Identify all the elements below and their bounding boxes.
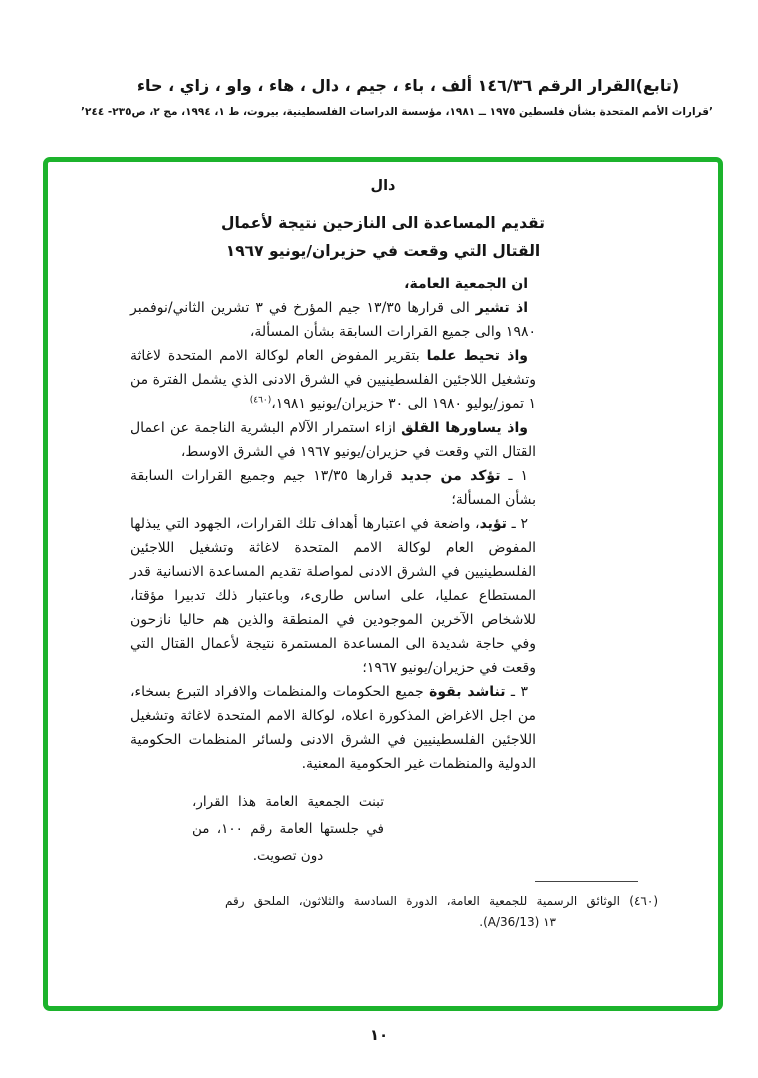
paragraph-lead: تناشد بقوة	[429, 684, 506, 700]
paragraph-preamble-2	[130, 296, 536, 344]
resolution-title	[48, 209, 718, 265]
paragraph-number: ٢ ـ	[506, 516, 528, 532]
paragraph-text: قرارها ١٣/٣٥ جيم وجميع القرارات السابقة بشأن المسألة؛	[130, 468, 536, 508]
footnote-block	[225, 891, 658, 933]
paragraph-lead: تؤيد	[479, 516, 507, 532]
header-resolution-number-line: (تابع)القرار الرقم ١٤٦/٣٦ ألف ، باء ، جيم ، دال ، هاء ، واو ، زاي ، حاء	[136, 76, 680, 95]
paragraph-lead: اذ تشير	[475, 300, 529, 316]
paragraph-preamble-3	[130, 344, 536, 416]
paragraph-text: ازاء استمرار الآلام البشرية الناجمة عن اعمال القتال التي وقعت في حزيران/يونيو ١٩٦٧ في الشرق الاوسط،	[130, 420, 536, 460]
paragraph-text: الى قرارها ١٣/٣٥ جيم المؤرخ في ٣ تشرين الثاني/نوفمبر ١٩٨٠ والى جميع القرارات السابقة بشأن المسألة،	[130, 300, 536, 340]
paragraph-lead: تؤكد من جديد	[400, 468, 501, 484]
paragraph-lead: واذ تحيط علما	[426, 348, 528, 364]
resolution-body	[130, 272, 536, 870]
footnote-reference-460: (٤٦٠)	[249, 395, 272, 406]
header-source-citation-line: ’قرارات الأمم المتحدة بشأن فلسطين ١٩٧٥ ــ ١٩٨١، مؤسسة الدراسات الفلسطينية، بيروت، ط ١، ١٩٩٤، مج ٢، ص٢٣٥- ٢٤٤’	[81, 106, 713, 118]
paragraph-number: ٣ ـ	[505, 684, 528, 700]
paragraph-text: جميع الحكومات والمنظمات والافراد التبرع بسخاء، من اجل الاغراض المذكورة اعلاه، لوكالة الامم المتحدة لاغاثة وتشغيل اللاجئين الفلسطينيين في الشرق الادنى ولسائر المنظمات الحكومية الدولية والمنظمات غير الحكومية المعنية.	[130, 684, 536, 772]
resolution-green-frame	[43, 157, 723, 1011]
paragraph-lead: ان الجمعية العامة،	[404, 276, 528, 292]
paragraph-lead: واذ يساورها القلق	[401, 420, 528, 436]
footnote-doc-symbol-line: ١٣ (A/36/13).	[479, 915, 556, 929]
section-letter-dal: دال	[370, 178, 396, 194]
paragraph-preamble-1	[130, 272, 536, 296]
paragraph-operative-1	[130, 464, 536, 512]
paragraph-number: ١ ـ	[500, 468, 528, 484]
paragraph-text: بتقرير المفوض العام لوكالة الامم المتحدة لاغاثة وتشغيل اللاجئين الفلسطينيين في الشرق الادنى الذي يشمل الفترة من ١ تموز/يوليو ١٩٨٠ الى ٣٠ حزيران/يونيو ١٩٨١،	[130, 348, 536, 412]
paragraph-preamble-4	[130, 416, 536, 464]
paragraph-operative-2	[130, 512, 536, 680]
adoption-note: تبنت الجمعية العامة هذا القرار، في جلستها العامة رقم ١٠٠، من دون تصويت.	[192, 794, 385, 864]
footnote-separator-rule	[535, 881, 638, 882]
paragraph-text: ، واضعة في اعتبارها أهداف تلك القرارات، الجهود التي يبذلها المفوض العام لوكالة الامم المتحدة لاغاثة وتشغيل اللاجئين الفلسطينيين في الشرق الادنى لمواصلة تقديم المساعدة الانسانية قدر المستطاع عمليا، على اساس طارىء، وباعتبار ذلك تدبيرا مؤقتا، للاشخاص الآخرين الموجودين في المنطقة والذين هم حاليا نازحون وفي حاجة شديدة الى المساعدة المستمرة نتيجة لأعمال القتال التي وقعت في حزيران/يونيو ١٩٦٧؛	[130, 516, 536, 676]
footnote-text-line-1: (٤٦٠) الوثائق الرسمية للجمعية العامة، الدورة السادسة والثلاثون، الملحق رقم	[225, 894, 658, 908]
page-number: ١٠	[369, 1026, 389, 1044]
resolution-title-line-1: تقديم المساعدة الى النازحين نتيجة لأعمال	[221, 214, 545, 232]
resolution-title-line-2: القتال التي وقعت في حزيران/يونيو ١٩٦٧	[225, 242, 541, 260]
paragraph-operative-3	[130, 680, 536, 776]
